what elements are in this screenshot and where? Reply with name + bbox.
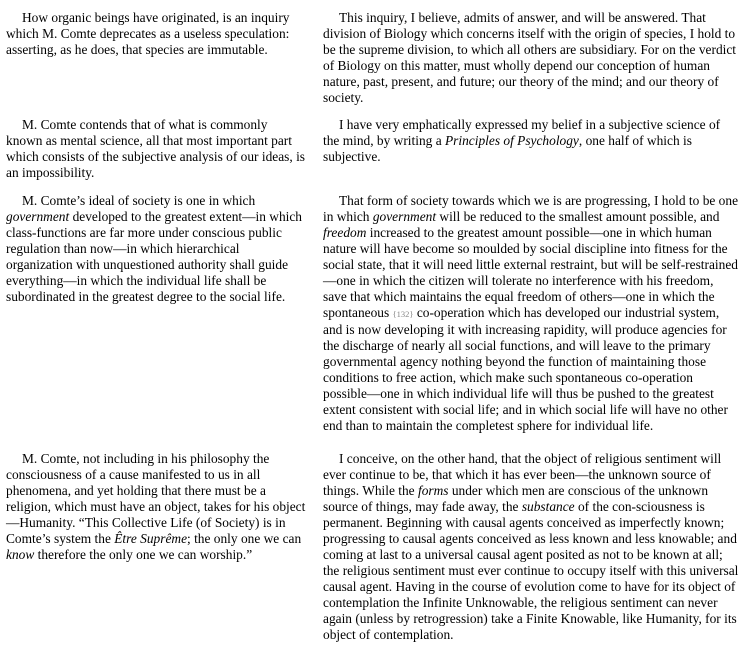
- paragraph-text: This inquiry, I believe, admits of answer, and will be answered. That division of Biology which concerns itself with the origin of species, I hold to be the supreme division, to which all others are subsidiary. For on the verdict of Biology on this matter, must wholly depend our conception of human nature, past, present, and future; our theory of the mind; and our theory of society.: [323, 10, 737, 105]
- paragraph-text: developed to the greatest extent—in which class-functions are far more under conscious public regulation than now—in which hierarchical organization with unquestioned authority shall guide everything—in which the individual life shall be subordinated in the greatest degree to the social life.: [6, 209, 302, 304]
- spencer-religion-paragraph: [323, 451, 739, 643]
- paragraph-text: co-operation which has developed our industrial system, and is now developing it with increasing rapidity, will produce agencies for the discharge of nearly all social functions, and will leave to the primary governmental agency nothing beyond the function of maintaining those conditions to free action, which make such spontaneous co-operation possible—one in which individual life will thus be pushed to the greatest extent consistent with social life; and in which social life will have no other end than to maintain the completest sphere for individual life.: [323, 305, 728, 433]
- spencer-psychology-paragraph: [323, 117, 739, 165]
- spencer-origin-of-species-paragraph: [323, 10, 739, 106]
- paragraph-text: therefore the only one we can worship.”: [34, 547, 253, 562]
- paragraph-text: of the con-sciousness is permanent. Beginning with causal agents conceived as imperfectly known; progressing to causal agents conceived as less known and less knowable; and coming at last to a universal causal agent posited as not to be known at all; the religious sentiment must ever continue to occupy itself with this universal causal agent. Having in the course of evolution come to have for its object of contemplation the Infinite Unknowable, the religious sentiment can never again (unless by retrogression) take a Finite Knowable, like Humanity, for its object of contemplation.: [323, 499, 739, 642]
- paragraph-text: ; the only one we can: [187, 531, 302, 546]
- paragraph-text: I have very emphatically expressed my belief in a subjective science of the mind, by writing a: [323, 117, 721, 148]
- paragraph-text: will be reduced to the smallest amount possible, and: [436, 209, 720, 224]
- spencer-ideal-society-paragraph: [323, 193, 739, 434]
- comte-mental-science-paragraph: [6, 117, 306, 181]
- paragraph-text: increased to the greatest amount possible—one in which human nature will have become so moulded by social discipline into fitness for the social state, that it will need little external restraint, but will be self-restrained—one in which the citizen will tolerate no interference with his freedom, save that which maintains the equal freedom of others—one in which the spontaneous: [323, 225, 738, 320]
- paragraph-text: M. Comte, not including in his philosophy the consciousness of a cause manifested to us in all phenomena, and yet holding that there must be a religion, which must have an object, takes for his object—Humanity. “This Collective Life (of Society) is in Comte’s system the: [6, 451, 306, 546]
- emphasis-word: substance: [521, 499, 575, 514]
- page-number-marker: {132}: [392, 309, 414, 319]
- emphasis-word: know: [6, 547, 35, 562]
- comte-origin-of-species-paragraph: [6, 10, 306, 58]
- comte-religion-paragraph: [6, 451, 306, 563]
- emphasis-word: government: [372, 209, 437, 224]
- paragraph-text: How organic beings have originated, is an inquiry which M. Comte deprecates as a useless speculation: asserting, as he does, that species are immutable.: [6, 10, 290, 57]
- paragraph-text: M. Comte contends that of what is commonly known as mental science, all that most important part which consists of the subjective analysis of our ideas, is an impossibility.: [6, 117, 306, 180]
- emphasis-word: forms: [417, 483, 449, 498]
- paragraph-text: That form of society towards which we is are progressing, I hold to be one in which: [323, 193, 739, 224]
- paragraph-text: under which men are conscious of the unknown source of things, may fade away, the: [323, 483, 709, 514]
- paragraph-text: M. Comte’s ideal of society is one in which: [22, 193, 256, 208]
- paragraph-text: I conceive, on the other hand, that the object of religious sentiment will ever continue to be, that which it has ever been—the unknown source of things. While the: [323, 451, 722, 498]
- emphasis-word: freedom: [323, 225, 367, 240]
- paragraph-text: , one half of which is subjective.: [323, 133, 692, 164]
- comte-ideal-society-paragraph: [6, 193, 306, 305]
- book-title: Principles of Psychology: [445, 133, 579, 148]
- emphasis-phrase: Être Suprême: [114, 531, 188, 546]
- emphasis-word: government: [6, 209, 70, 224]
